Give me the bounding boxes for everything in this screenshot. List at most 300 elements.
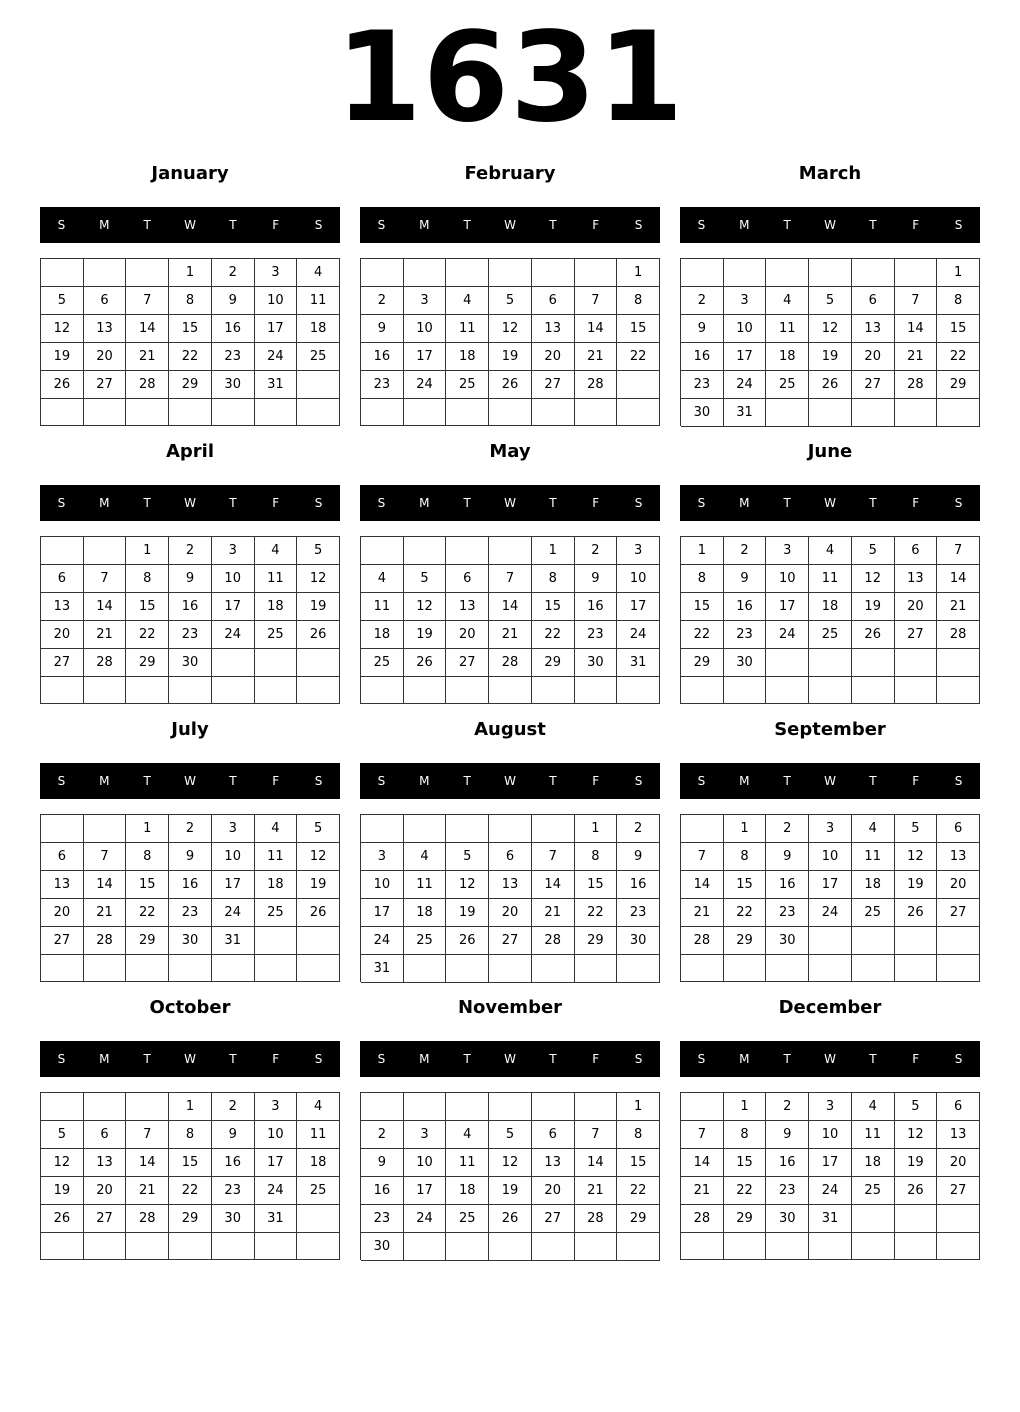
empty-cell bbox=[937, 927, 980, 955]
day-cell: 21 bbox=[681, 1177, 724, 1205]
day-cell: 25 bbox=[446, 1205, 489, 1233]
weekday-label: S bbox=[57, 496, 66, 510]
empty-cell bbox=[41, 1233, 84, 1260]
day-cell: 11 bbox=[297, 287, 340, 315]
weekday-label: T bbox=[869, 218, 877, 232]
day-cell: 10 bbox=[809, 843, 852, 871]
day-cell: 25 bbox=[766, 371, 809, 399]
weekday-label: F bbox=[592, 218, 600, 232]
day-cell: 5 bbox=[809, 287, 852, 315]
day-cell: 10 bbox=[361, 871, 404, 899]
empty-cell bbox=[852, 649, 895, 677]
day-cell: 18 bbox=[361, 621, 404, 649]
month-january bbox=[40, 159, 340, 427]
day-cell: 12 bbox=[852, 565, 895, 593]
day-cell: 21 bbox=[84, 899, 127, 927]
empty-cell bbox=[895, 259, 938, 287]
month-august bbox=[360, 715, 660, 983]
day-cell: 25 bbox=[255, 621, 298, 649]
day-cell: 26 bbox=[895, 1177, 938, 1205]
day-cell: 24 bbox=[404, 371, 447, 399]
day-cell: 23 bbox=[724, 621, 767, 649]
day-cell: 28 bbox=[895, 371, 938, 399]
day-cell: 22 bbox=[724, 1177, 767, 1205]
day-cell: 14 bbox=[84, 871, 127, 899]
day-cell: 18 bbox=[404, 899, 447, 927]
day-cell: 24 bbox=[255, 1177, 298, 1205]
month-november bbox=[360, 993, 660, 1261]
day-cell: 29 bbox=[532, 649, 575, 677]
day-cell: 9 bbox=[617, 843, 660, 871]
weekday-label: T bbox=[463, 496, 471, 510]
weekday-label: T bbox=[549, 496, 557, 510]
day-cell: 18 bbox=[852, 871, 895, 899]
day-cell: 24 bbox=[212, 621, 255, 649]
day-cell: 30 bbox=[766, 927, 809, 955]
day-cell: 18 bbox=[852, 1149, 895, 1177]
day-cell: 30 bbox=[169, 649, 212, 677]
weekday-label: M bbox=[739, 1052, 750, 1066]
empty-cell bbox=[617, 399, 660, 426]
day-cell: 7 bbox=[84, 843, 127, 871]
weekday-label: F bbox=[912, 218, 920, 232]
weekday-header bbox=[680, 207, 980, 243]
day-cell: 29 bbox=[681, 649, 724, 677]
day-cell: 11 bbox=[446, 1149, 489, 1177]
weekday-label: S bbox=[377, 496, 386, 510]
empty-cell bbox=[212, 677, 255, 704]
day-cell: 2 bbox=[681, 287, 724, 315]
day-cell: 25 bbox=[852, 899, 895, 927]
empty-cell bbox=[361, 259, 404, 287]
day-cell: 26 bbox=[404, 649, 447, 677]
empty-cell bbox=[489, 399, 532, 426]
day-cell: 26 bbox=[446, 927, 489, 955]
day-cell: 16 bbox=[361, 343, 404, 371]
day-cell: 14 bbox=[532, 871, 575, 899]
day-cell: 21 bbox=[489, 621, 532, 649]
day-cell: 1 bbox=[169, 259, 212, 287]
day-cell: 13 bbox=[937, 843, 980, 871]
day-cell: 22 bbox=[617, 1177, 660, 1205]
day-cell: 19 bbox=[895, 871, 938, 899]
empty-cell bbox=[446, 1093, 489, 1121]
empty-cell bbox=[532, 677, 575, 704]
empty-cell bbox=[575, 1233, 618, 1261]
weekday-label: M bbox=[739, 496, 750, 510]
empty-cell bbox=[404, 399, 447, 426]
empty-cell bbox=[126, 955, 169, 982]
day-cell: 17 bbox=[766, 593, 809, 621]
weekday-label: T bbox=[143, 1052, 151, 1066]
day-cell: 11 bbox=[852, 1121, 895, 1149]
day-cell: 12 bbox=[446, 871, 489, 899]
day-cell: 6 bbox=[84, 1121, 127, 1149]
day-cell: 30 bbox=[212, 1205, 255, 1233]
day-cell: 7 bbox=[681, 843, 724, 871]
empty-cell bbox=[852, 399, 895, 427]
day-cell: 11 bbox=[446, 315, 489, 343]
empty-cell bbox=[809, 649, 852, 677]
day-cell: 21 bbox=[681, 899, 724, 927]
weekday-label: T bbox=[463, 1052, 471, 1066]
day-cell: 4 bbox=[255, 815, 298, 843]
day-cell: 8 bbox=[724, 1121, 767, 1149]
day-cell: 2 bbox=[169, 537, 212, 565]
empty-cell bbox=[361, 399, 404, 426]
month-march bbox=[680, 159, 980, 427]
empty-cell bbox=[809, 955, 852, 982]
day-cell: 11 bbox=[404, 871, 447, 899]
empty-cell bbox=[852, 677, 895, 704]
day-cell: 14 bbox=[895, 315, 938, 343]
day-cell: 16 bbox=[361, 1177, 404, 1205]
weekday-header bbox=[40, 485, 340, 521]
day-cell: 18 bbox=[255, 593, 298, 621]
empty-cell bbox=[41, 259, 84, 287]
day-cell: 3 bbox=[361, 843, 404, 871]
day-cell: 28 bbox=[532, 927, 575, 955]
day-cell: 29 bbox=[126, 649, 169, 677]
weekday-label: S bbox=[377, 1052, 386, 1066]
weekday-label: W bbox=[824, 774, 836, 788]
day-cell: 5 bbox=[404, 565, 447, 593]
day-cell: 24 bbox=[617, 621, 660, 649]
day-cell: 21 bbox=[575, 343, 618, 371]
empty-cell bbox=[617, 677, 660, 704]
day-cell: 13 bbox=[41, 593, 84, 621]
day-cell: 13 bbox=[532, 315, 575, 343]
empty-cell bbox=[255, 955, 298, 982]
empty-cell bbox=[84, 537, 127, 565]
day-cell: 16 bbox=[169, 871, 212, 899]
weekday-label: S bbox=[57, 1052, 66, 1066]
empty-cell bbox=[84, 677, 127, 704]
day-cell: 9 bbox=[169, 843, 212, 871]
weekday-label: F bbox=[272, 774, 280, 788]
weekday-label: F bbox=[272, 1052, 280, 1066]
empty-cell bbox=[852, 927, 895, 955]
day-cell: 6 bbox=[41, 565, 84, 593]
empty-cell bbox=[575, 677, 618, 704]
day-cell: 26 bbox=[809, 371, 852, 399]
day-cell: 9 bbox=[169, 565, 212, 593]
day-grid bbox=[680, 258, 980, 426]
day-cell: 29 bbox=[169, 1205, 212, 1233]
day-cell: 26 bbox=[297, 899, 340, 927]
empty-cell bbox=[446, 537, 489, 565]
day-cell: 3 bbox=[255, 259, 298, 287]
day-cell: 3 bbox=[809, 1093, 852, 1121]
day-cell: 13 bbox=[446, 593, 489, 621]
empty-cell bbox=[84, 955, 127, 982]
empty-cell bbox=[809, 927, 852, 955]
day-cell: 21 bbox=[84, 621, 127, 649]
weekday-label: M bbox=[99, 774, 110, 788]
empty-cell bbox=[852, 259, 895, 287]
empty-cell bbox=[724, 259, 767, 287]
day-cell: 22 bbox=[575, 899, 618, 927]
empty-cell bbox=[852, 1233, 895, 1260]
day-cell: 18 bbox=[446, 1177, 489, 1205]
day-cell: 7 bbox=[126, 287, 169, 315]
day-cell: 4 bbox=[852, 815, 895, 843]
day-cell: 1 bbox=[575, 815, 618, 843]
day-cell: 11 bbox=[809, 565, 852, 593]
day-cell: 17 bbox=[255, 315, 298, 343]
day-cell: 19 bbox=[895, 1149, 938, 1177]
day-grid bbox=[680, 814, 980, 982]
day-cell: 14 bbox=[575, 315, 618, 343]
day-cell: 29 bbox=[126, 927, 169, 955]
month-name: July bbox=[171, 719, 209, 740]
day-cell: 6 bbox=[895, 537, 938, 565]
day-cell: 7 bbox=[126, 1121, 169, 1149]
day-cell: 13 bbox=[41, 871, 84, 899]
day-cell: 30 bbox=[724, 649, 767, 677]
empty-cell bbox=[895, 649, 938, 677]
day-cell: 11 bbox=[361, 593, 404, 621]
day-cell: 16 bbox=[766, 871, 809, 899]
day-cell: 31 bbox=[361, 955, 404, 983]
day-cell: 25 bbox=[297, 343, 340, 371]
day-cell: 8 bbox=[169, 287, 212, 315]
weekday-label: W bbox=[184, 496, 196, 510]
day-cell: 26 bbox=[489, 371, 532, 399]
day-cell: 7 bbox=[575, 1121, 618, 1149]
day-cell: 12 bbox=[489, 315, 532, 343]
day-cell: 2 bbox=[212, 1093, 255, 1121]
weekday-header bbox=[40, 207, 340, 243]
month-july bbox=[40, 715, 340, 983]
day-cell: 10 bbox=[766, 565, 809, 593]
empty-cell bbox=[446, 399, 489, 426]
day-cell: 29 bbox=[724, 1205, 767, 1233]
empty-cell bbox=[852, 955, 895, 982]
day-cell: 19 bbox=[297, 871, 340, 899]
weekday-label: T bbox=[143, 496, 151, 510]
weekday-label: T bbox=[549, 1052, 557, 1066]
day-cell: 22 bbox=[169, 343, 212, 371]
day-cell: 7 bbox=[575, 287, 618, 315]
day-cell: 26 bbox=[895, 899, 938, 927]
day-cell: 8 bbox=[169, 1121, 212, 1149]
day-cell: 15 bbox=[126, 593, 169, 621]
day-grid bbox=[360, 258, 660, 426]
month-june bbox=[680, 437, 980, 705]
day-cell: 4 bbox=[766, 287, 809, 315]
day-grid bbox=[680, 1092, 980, 1260]
day-cell: 19 bbox=[809, 343, 852, 371]
day-cell: 14 bbox=[575, 1149, 618, 1177]
weekday-label: S bbox=[57, 218, 66, 232]
day-cell: 24 bbox=[404, 1205, 447, 1233]
day-cell: 20 bbox=[446, 621, 489, 649]
day-cell: 2 bbox=[575, 537, 618, 565]
empty-cell bbox=[681, 955, 724, 982]
weekday-label: T bbox=[869, 774, 877, 788]
day-cell: 19 bbox=[446, 899, 489, 927]
day-cell: 14 bbox=[84, 593, 127, 621]
day-cell: 20 bbox=[532, 1177, 575, 1205]
day-grid bbox=[40, 536, 340, 704]
day-cell: 22 bbox=[681, 621, 724, 649]
day-cell: 2 bbox=[169, 815, 212, 843]
day-cell: 5 bbox=[446, 843, 489, 871]
month-name: November bbox=[457, 997, 563, 1018]
day-cell: 27 bbox=[489, 927, 532, 955]
day-cell: 12 bbox=[297, 843, 340, 871]
weekday-label: T bbox=[463, 774, 471, 788]
empty-cell bbox=[766, 649, 809, 677]
day-cell: 11 bbox=[297, 1121, 340, 1149]
month-name: September bbox=[774, 719, 886, 740]
empty-cell bbox=[297, 1233, 340, 1260]
day-cell: 27 bbox=[937, 1177, 980, 1205]
day-cell: 9 bbox=[766, 1121, 809, 1149]
day-cell: 23 bbox=[169, 621, 212, 649]
day-cell: 7 bbox=[489, 565, 532, 593]
day-cell: 3 bbox=[404, 287, 447, 315]
empty-cell bbox=[41, 955, 84, 982]
day-cell: 4 bbox=[446, 1121, 489, 1149]
day-cell: 25 bbox=[809, 621, 852, 649]
day-cell: 3 bbox=[255, 1093, 298, 1121]
empty-cell bbox=[724, 677, 767, 704]
day-cell: 1 bbox=[681, 537, 724, 565]
day-cell: 25 bbox=[404, 927, 447, 955]
day-cell: 17 bbox=[617, 593, 660, 621]
day-cell: 23 bbox=[361, 371, 404, 399]
day-cell: 28 bbox=[681, 927, 724, 955]
day-cell: 13 bbox=[84, 315, 127, 343]
weekday-label: S bbox=[377, 774, 386, 788]
day-cell: 15 bbox=[617, 1149, 660, 1177]
empty-cell bbox=[681, 677, 724, 704]
day-cell: 15 bbox=[724, 1149, 767, 1177]
day-cell: 10 bbox=[809, 1121, 852, 1149]
day-grid bbox=[360, 1092, 660, 1260]
day-cell: 8 bbox=[617, 287, 660, 315]
day-cell: 15 bbox=[532, 593, 575, 621]
empty-cell bbox=[575, 1093, 618, 1121]
day-cell: 29 bbox=[575, 927, 618, 955]
day-cell: 30 bbox=[575, 649, 618, 677]
empty-cell bbox=[532, 1093, 575, 1121]
day-cell: 2 bbox=[617, 815, 660, 843]
weekday-label: T bbox=[229, 774, 237, 788]
empty-cell bbox=[126, 1233, 169, 1260]
day-cell: 11 bbox=[255, 843, 298, 871]
month-september bbox=[680, 715, 980, 983]
month-may bbox=[360, 437, 660, 705]
empty-cell bbox=[766, 1233, 809, 1260]
day-cell: 6 bbox=[532, 1121, 575, 1149]
weekday-label: T bbox=[229, 496, 237, 510]
day-cell: 9 bbox=[212, 1121, 255, 1149]
day-cell: 16 bbox=[681, 343, 724, 371]
day-cell: 21 bbox=[937, 593, 980, 621]
empty-cell bbox=[41, 1093, 84, 1121]
empty-cell bbox=[361, 537, 404, 565]
empty-cell bbox=[532, 815, 575, 843]
empty-cell bbox=[212, 955, 255, 982]
empty-cell bbox=[446, 1233, 489, 1261]
weekday-label: T bbox=[869, 496, 877, 510]
weekday-label: F bbox=[272, 218, 280, 232]
weekday-label: M bbox=[419, 1052, 430, 1066]
day-cell: 5 bbox=[489, 1121, 532, 1149]
day-cell: 28 bbox=[937, 621, 980, 649]
empty-cell bbox=[489, 1233, 532, 1261]
empty-cell bbox=[489, 955, 532, 983]
month-april bbox=[40, 437, 340, 705]
weekday-label: F bbox=[272, 496, 280, 510]
empty-cell bbox=[895, 399, 938, 427]
day-cell: 26 bbox=[41, 371, 84, 399]
day-cell: 3 bbox=[766, 537, 809, 565]
day-cell: 31 bbox=[255, 371, 298, 399]
day-cell: 27 bbox=[84, 1205, 127, 1233]
empty-cell bbox=[41, 537, 84, 565]
day-cell: 20 bbox=[84, 343, 127, 371]
month-name: June bbox=[807, 441, 853, 462]
day-cell: 22 bbox=[724, 899, 767, 927]
day-cell: 20 bbox=[84, 1177, 127, 1205]
weekday-label: S bbox=[954, 1052, 963, 1066]
empty-cell bbox=[895, 1205, 938, 1233]
day-cell: 3 bbox=[617, 537, 660, 565]
day-cell: 20 bbox=[41, 621, 84, 649]
day-cell: 2 bbox=[212, 259, 255, 287]
empty-cell bbox=[169, 399, 212, 426]
empty-cell bbox=[937, 1233, 980, 1260]
empty-cell bbox=[212, 1233, 255, 1260]
weekday-label: W bbox=[824, 1052, 836, 1066]
day-cell: 25 bbox=[852, 1177, 895, 1205]
day-cell: 13 bbox=[489, 871, 532, 899]
day-cell: 12 bbox=[41, 1149, 84, 1177]
weekday-label: S bbox=[954, 218, 963, 232]
day-cell: 21 bbox=[126, 1177, 169, 1205]
empty-cell bbox=[255, 677, 298, 704]
day-cell: 17 bbox=[361, 899, 404, 927]
day-cell: 2 bbox=[766, 815, 809, 843]
empty-cell bbox=[297, 1205, 340, 1233]
weekday-label: T bbox=[143, 774, 151, 788]
day-cell: 12 bbox=[489, 1149, 532, 1177]
day-cell: 17 bbox=[809, 1149, 852, 1177]
day-cell: 15 bbox=[575, 871, 618, 899]
day-cell: 4 bbox=[446, 287, 489, 315]
day-cell: 8 bbox=[575, 843, 618, 871]
weekday-label: W bbox=[504, 218, 516, 232]
empty-cell bbox=[446, 259, 489, 287]
weekday-label: M bbox=[99, 1052, 110, 1066]
weekday-label: T bbox=[869, 1052, 877, 1066]
weekday-label: S bbox=[314, 218, 323, 232]
day-cell: 7 bbox=[681, 1121, 724, 1149]
weekday-label: W bbox=[824, 496, 836, 510]
day-cell: 16 bbox=[617, 871, 660, 899]
weekday-label: T bbox=[229, 1052, 237, 1066]
day-cell: 12 bbox=[297, 565, 340, 593]
empty-cell bbox=[724, 1233, 767, 1260]
empty-cell bbox=[255, 399, 298, 426]
day-cell: 27 bbox=[937, 899, 980, 927]
day-cell: 12 bbox=[895, 1121, 938, 1149]
empty-cell bbox=[84, 259, 127, 287]
